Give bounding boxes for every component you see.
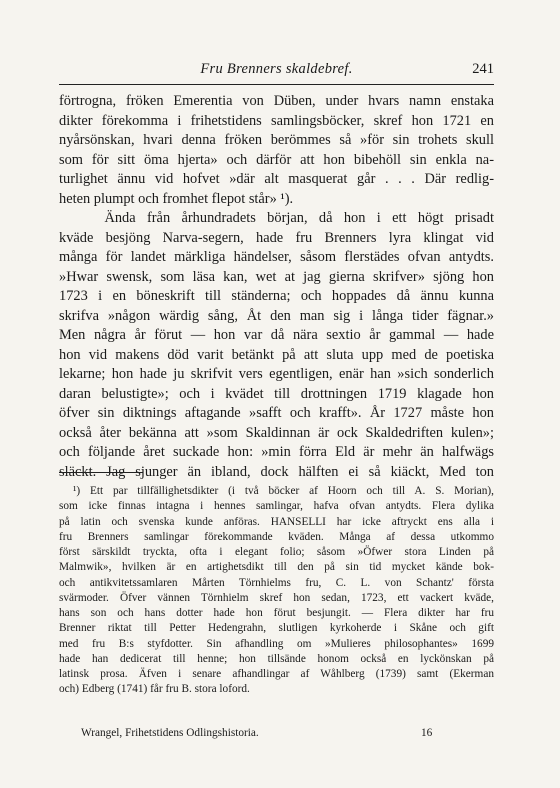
footnote-line: Brenner riktat till Petter Hedengrahn, slutligen kyrkoherde i Skåne och gift (59, 622, 494, 635)
body-line: många för landet märkliga händelser, såsom flerstädes ofvan antydts. (59, 249, 494, 265)
footnote-line: fru Brenners samlingar förekommande kväden. Många af dessa utkommo (59, 530, 494, 543)
body-line: och följande året suckade hon: »min förra Eld är mehr än halfwägs (59, 444, 494, 460)
body-line: 1723 i en böneskrift till ständerna; och hoppades då ännu kunna (59, 288, 494, 304)
footnote-line: svärmoder. Öfver vännen Törnhielm skref hon sedan, 1723, ett vackert kväde, (59, 591, 494, 604)
footnote-line: och) Edberg (1741) får fru B. stora loford. (59, 683, 250, 696)
body-line: också åter bekänna att »som Skaldinnan är ock Skaldedriften kulen»; (59, 424, 494, 441)
body-text (59, 92, 494, 482)
footnote-line: med fru B:s styfdotter. Sin afhandling om »Mulieres philosophantes» 1699 (59, 637, 494, 650)
footnote-line: som icke finnas intagna i hennes samlingar, hafva ofvan antydts. Flera dylika (59, 500, 494, 513)
body-line: Ända från århundradets början, då hon i ett högt prisadt (59, 210, 494, 226)
body-line: som för sitt öma hjerta» och därför att hon bibehöll sin enkla na- (59, 151, 494, 168)
body-line: Men några år förut — hon var då nära sextio år gammal — hade (59, 327, 494, 343)
signature-line (59, 727, 494, 743)
signature-number: 16 (421, 727, 433, 739)
body-line: nyårsönskan, hvari denna fröken berömmes så »för sin trohets skull (59, 132, 494, 148)
footnote-line: latinsk prosa. Äfven i senare afhandlingar af Wåhlberg (1739) samt (Ekerman (59, 668, 494, 680)
body-line: öfver sin diktnings aftagande »safft och krafft». År 1727 måste hon (59, 405, 494, 421)
body-line: hon vid makens död varit betänkt på att sluta upp med de poetiska (59, 346, 494, 363)
body-line: skrifva »någon wärdig sång, Åt den man sig i långa tider fägnar.» (59, 307, 494, 324)
footnotes (59, 484, 494, 698)
footnote-line: Malmwik», hvilken är en artighetsdikt till den på sin tid mycket kände bok- (59, 561, 494, 574)
footnote-divider (59, 472, 143, 473)
body-line: dikter förekomma i frihetstidens samlingsböcker, skref hon 1721 en (59, 112, 494, 129)
signature-source: Wrangel, Frihetstidens Odlingshistoria. (81, 727, 259, 739)
body-line: »Hwar swensk, som läsa kan, wet at jag gierna skrifver» sjöng hon (59, 268, 494, 285)
footnote-line: ¹) Ett par tillfällighetsdikter (i två böcker af Hoorn och till A. S. Morian), (73, 485, 494, 497)
page-number: 241 (472, 61, 494, 77)
footnote-line: på latin och svenska kunde anföras. HANSELLI har icke aftryckt ens alla i (59, 515, 494, 528)
footnote-line: hans son och hans dotter hade hon förut besjungit. — Flera dikter har fru (59, 607, 494, 619)
header-rule (59, 84, 494, 85)
body-line: heten plumpt och fromhet flepot står» ¹). (59, 190, 294, 207)
footnote-line: hade han dedicerat till henne; hon tillsände honom också en lyckönskan på (59, 652, 494, 665)
footnote-line: och antikvitetssamlaren Mårten Törnhielms fru, C. L. von Schantz' första (59, 576, 494, 589)
body-line: daran belustigte»; och i kvädet till drottningen 1719 klagade hon (59, 385, 494, 402)
running-title: Fru Brenners skaldebref. (200, 61, 353, 77)
footnote-line: först särskildt tryckta, ofta i elegant folio; såsom »Öfwer stora Linden på (59, 546, 494, 558)
body-line: kväde besjöng Narva-segern, hade fru Brenners lyra klingat vid (59, 229, 494, 246)
body-line: förtrogna, fröken Emerentia von Düben, under hvars namn enstaka (59, 93, 494, 109)
body-line: turlighet ännu vid hofvet »där alt masquerat går . . . Där redlig- (59, 171, 494, 187)
page-header (59, 61, 494, 83)
body-line: lekarne; hon hade ju skrifvit vers egentligen, enär han »sich sonderlich (59, 366, 494, 382)
body-line: släckt. Jag sjunger än ibland, dock hälften ei så kiäckt, Med ton (59, 463, 494, 480)
